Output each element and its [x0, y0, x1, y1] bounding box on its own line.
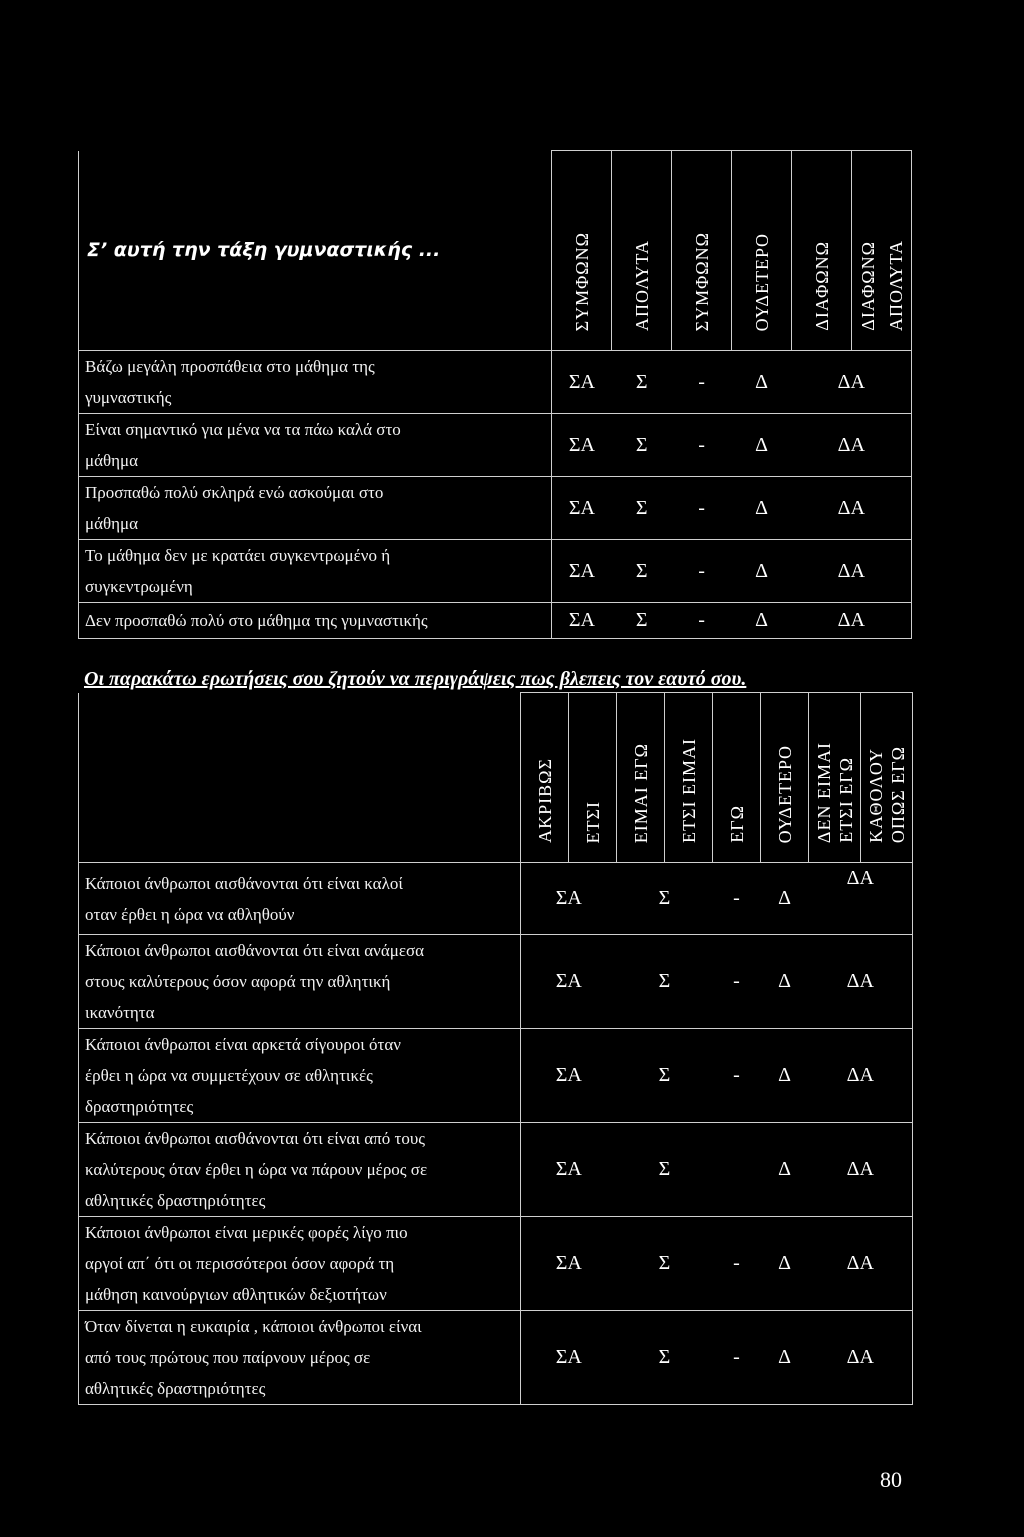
answer-code: Δ: [732, 540, 792, 603]
answer-code: Δ: [732, 351, 792, 414]
table2-header-col8: ΚΑΘΟΛΟΥ ΟΠΩΣ ΕΓΩ: [861, 693, 913, 863]
table-row: [79, 1217, 913, 1311]
answer-code: Σ: [617, 863, 713, 935]
page-number: 80: [880, 1467, 902, 1492]
answer-code: ΔΑ: [809, 1029, 913, 1123]
table-row: [79, 603, 912, 639]
answer-code: [713, 1123, 761, 1217]
answer-code: Δ: [761, 1029, 809, 1123]
answer-code: Σ: [617, 1123, 713, 1217]
answer-code: Σ: [617, 1029, 713, 1123]
answer-code: Δ: [761, 935, 809, 1029]
question-cell: Δεν προσπαθώ πολύ στο μάθημα της γυμναστικής: [79, 603, 552, 639]
answer-code: -: [672, 477, 732, 540]
answer-code: ΔΑ: [792, 477, 912, 540]
answer-code: -: [713, 863, 761, 935]
answer-code: ΣΑ: [552, 351, 612, 414]
answer-code: Σ: [612, 414, 672, 477]
table-row: [79, 477, 912, 540]
answer-code: ΣΑ: [521, 1311, 617, 1405]
answer-code: Σ: [612, 540, 672, 603]
question-cell: Κάποιοι άνθρωποι είναι αρκετά σίγουροι όταν έρθει η ώρα να συμμετέχουν σε αθλητικές δραστηριότητες: [79, 1029, 521, 1123]
answer-code: Σ: [617, 1311, 713, 1405]
table1-header-col6: ΔΙΑΦΩΝΩ ΑΠΟΛΥΤΑ: [852, 151, 912, 351]
answer-code: ΣΑ: [552, 477, 612, 540]
question-cell: Το μάθημα δεν με κρατάει συγκεντρωμένο ή συγκεντρωμένη: [79, 540, 552, 603]
table2-header-col2: ΕΤΣΙ: [569, 693, 617, 863]
answer-code: ΣΑ: [521, 1029, 617, 1123]
answer-code: Σ: [612, 477, 672, 540]
self-perception-table: [78, 692, 913, 1405]
answer-code: ΔΑ: [809, 1311, 913, 1405]
answer-code: -: [713, 1029, 761, 1123]
answer-code: -: [672, 540, 732, 603]
question-cell: Βάζω μεγάλη προσπάθεια στο μάθημα της γυμναστικής: [79, 351, 552, 414]
table2-header-col4: ΕΤΣΙ ΕΙΜΑΙ: [665, 693, 713, 863]
answer-code: ΔΑ: [792, 540, 912, 603]
answer-code: Σ: [617, 935, 713, 1029]
table1-title: Σ’ αυτή την τάξη γυμναστικής ...: [87, 239, 441, 262]
answer-code: ΣΑ: [521, 935, 617, 1029]
table1-header-col2: ΑΠΟΛΥΤΑ: [612, 151, 672, 351]
table2-title-cell: [79, 693, 521, 863]
table-row: [79, 863, 913, 935]
table-row: [79, 351, 912, 414]
table1-header-col3: ΣΥΜΦΩΝΩ: [672, 151, 732, 351]
answer-code: ΣΑ: [552, 540, 612, 603]
answer-code: ΣΑ: [521, 863, 617, 935]
answer-code: Δ: [732, 414, 792, 477]
table-row: [79, 1311, 913, 1405]
answer-code: Δ: [761, 863, 809, 935]
answer-code: -: [672, 603, 732, 639]
answer-code: Σ: [612, 603, 672, 639]
table-row: [79, 1123, 913, 1217]
answer-code: ΔΑ: [792, 351, 912, 414]
answer-code: Δ: [732, 603, 792, 639]
question-cell: Κάποιοι άνθρωποι είναι μερικές φορές λίγο πιο αργοί απ΄ ότι οι περισσότεροι όσον αφορά τη μάθηση καινούργιων αθλητικών δεξιοτήτων: [79, 1217, 521, 1311]
question-cell: Όταν δίνεται η ευκαιρία , κάποιοι άνθρωποι είναι από τους πρώτους που παίρνουν μέρος σε αθλητικές δραστηριότητες: [79, 1311, 521, 1405]
answer-code: ΔΑ: [809, 935, 913, 1029]
answer-code: -: [713, 1217, 761, 1311]
table2-header-col7: ΔΕΝ ΕΙΜΑΙ ΕΤΣΙ ΕΓΩ: [809, 693, 861, 863]
answer-code: -: [672, 351, 732, 414]
table1-header-col1: ΣΥΜΦΩΝΩ: [552, 151, 612, 351]
answer-code: Δ: [761, 1311, 809, 1405]
question-cell: Κάποιοι άνθρωποι αισθάνονται ότι είναι από τους καλύτερους όταν έρθει η ώρα να πάρουν μέρος σε αθλητικές δραστηριότητες: [79, 1123, 521, 1217]
question-cell: Είναι σημαντικό για μένα να τα πάω καλά στο μάθημα: [79, 414, 552, 477]
answer-code: ΔΑ: [792, 603, 912, 639]
answer-code: ΔΑ: [809, 863, 913, 935]
table-row: [79, 414, 912, 477]
table-row: [79, 935, 913, 1029]
table2-header-col6: ΟΥΔΕΤΕΡΟ: [761, 693, 809, 863]
question-cell: Κάποιοι άνθρωποι αισθάνονται ότι είναι ανάμεσα στους καλύτερους όσον αφορά την αθλητική ικανότητα: [79, 935, 521, 1029]
answer-code: Δ: [761, 1217, 809, 1311]
section-title: Οι παρακάτω ερωτήσεις σου ζητούν να περιγράψεις πως βλεπεις τον εαυτό σου.: [84, 668, 747, 690]
table2-header-col5: ΕΓΩ: [713, 693, 761, 863]
attitude-table: [78, 150, 912, 639]
answer-code: ΣΑ: [521, 1217, 617, 1311]
table-row: [79, 540, 912, 603]
question-cell: Προσπαθώ πολύ σκληρά ενώ ασκούμαι στο μάθημα: [79, 477, 552, 540]
answer-code: ΔΑ: [809, 1217, 913, 1311]
question-cell: Κάποιοι άνθρωποι αισθάνονται ότι είναι καλοί οταν έρθει η ώρα να αθληθούν: [79, 863, 521, 935]
answer-code: ΣΑ: [552, 603, 612, 639]
answer-code: -: [713, 935, 761, 1029]
answer-code: Σ: [617, 1217, 713, 1311]
answer-code: -: [672, 414, 732, 477]
answer-code: ΣΑ: [552, 414, 612, 477]
answer-code: ΔΑ: [809, 1123, 913, 1217]
table1-header-col5: ΔΙΑΦΩΝΩ: [792, 151, 852, 351]
answer-code: Σ: [612, 351, 672, 414]
table2-header-col3: ΕΙΜΑΙ ΕΓΩ: [617, 693, 665, 863]
table1-header-col4: ΟΥΔΕΤΕΡΟ: [732, 151, 792, 351]
table1-title-cell: [79, 151, 552, 351]
answer-code: ΣΑ: [521, 1123, 617, 1217]
answer-code: ΔΑ: [792, 414, 912, 477]
answer-code: Δ: [732, 477, 792, 540]
table2-header-col1: ΑΚΡΙΒΩΣ: [521, 693, 569, 863]
answer-code: -: [713, 1311, 761, 1405]
table-row: [79, 1029, 913, 1123]
answer-code: Δ: [761, 1123, 809, 1217]
